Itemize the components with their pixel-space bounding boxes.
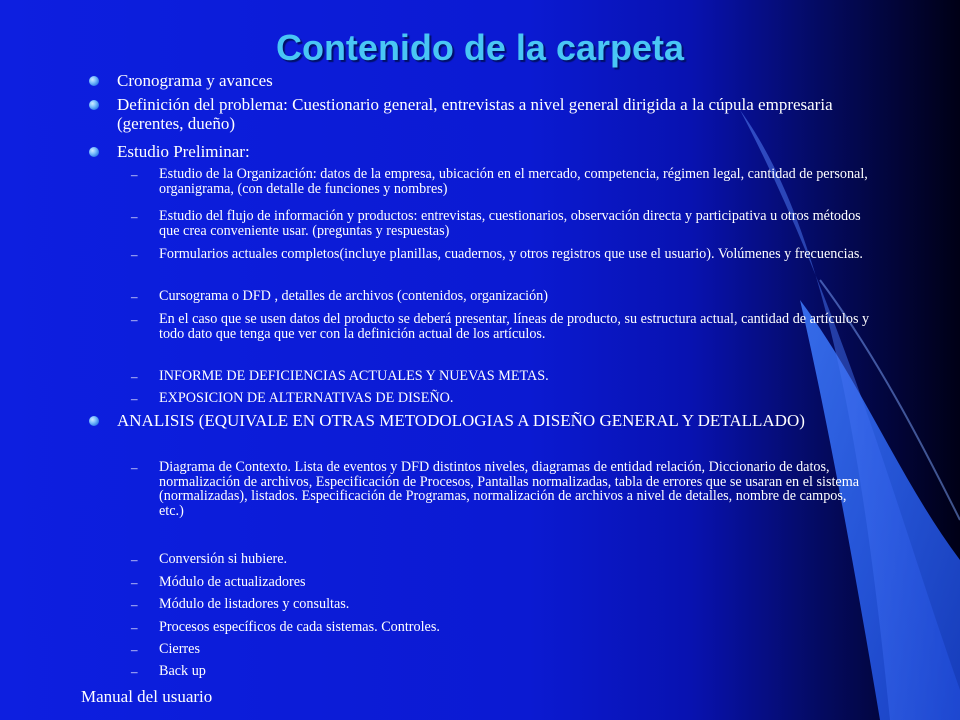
sub-bullet-item: Back up (159, 663, 206, 679)
bullet-dot-icon (89, 416, 99, 426)
sub-bullet-item: Procesos específicos de cada sistemas. Controles. (159, 619, 440, 635)
bullet-item: ANALISIS (EQUIVALE EN OTRAS METODOLOGIAS A DISEÑO GENERAL Y DETALLADO) (117, 411, 805, 430)
dash-icon: – (131, 369, 138, 384)
dash-icon: – (131, 312, 138, 327)
dash-icon: – (131, 167, 138, 182)
sub-bullet-item: Estudio del flujo de información y productos: entrevistas, cuestionarios, observación directa y participativa u otros métodos que crea conveniente usar. (preguntas y respuestas) (159, 208, 861, 239)
sub-bullet-item: Cierres (159, 641, 200, 657)
dash-icon: – (131, 664, 138, 679)
dash-icon: – (131, 642, 138, 657)
trailing-item: Manual del usuario (81, 687, 213, 706)
sub-bullet-item: Diagrama de Contexto. Lista de eventos y DFD distintos niveles, diagramas de entidad relación, Diccionario de datos, normalización de archivos, Especificación de Procesos, Pantallas normalizadas, tabla de errores que se usaran en el sistema (normalizadas), listados. Especificación de Programas, normalización de archivos a nivel de detalles, nombre de campos, etc.) (159, 459, 860, 519)
dash-icon: – (131, 597, 138, 612)
bullet-item: Definición del problema: Cuestionario general, entrevistas a nivel general dirigida a la cúpula empresaria (gerentes, dueño) (117, 95, 833, 133)
dash-icon: – (131, 575, 138, 590)
bullet-item: Cronograma y avances (117, 71, 273, 90)
sub-bullet-item: Cursograma o DFD , detalles de archivos (contenidos, organización) (159, 288, 548, 304)
dash-icon: – (131, 209, 138, 224)
bullet-dot-icon (89, 100, 99, 110)
sub-bullet-item: EXPOSICION DE ALTERNATIVAS DE DISEÑO. (159, 390, 454, 406)
sub-bullet-item: Conversión si hubiere. (159, 551, 288, 567)
dash-icon: – (131, 620, 138, 635)
dash-icon: – (131, 289, 138, 304)
dash-icon: – (131, 552, 138, 567)
sub-bullet-item: Formularios actuales completos(incluye planillas, cuadernos, y otros registros que use el usuario). Volúmenes y frecuencias. (159, 246, 863, 262)
dash-icon: – (131, 391, 138, 406)
bullet-dot-icon (89, 76, 99, 86)
sub-bullet-item: Módulo de listadores y consultas. (159, 596, 350, 612)
bullet-item: Estudio Preliminar: (117, 142, 250, 161)
dash-icon: – (131, 247, 138, 262)
slide-title: Contenido de la carpeta (275, 27, 685, 68)
sub-bullet-item: INFORME DE DEFICIENCIAS ACTUALES Y NUEVAS METAS. (159, 368, 549, 384)
dash-icon: – (131, 460, 138, 475)
sub-bullet-item: Módulo de actualizadores (159, 574, 306, 590)
sub-bullet-item: En el caso que se usen datos del producto se deberá presentar, líneas de producto, su estructura actual, cantidad de artículos y todo dato que tenga que ver con la definición actual de los artículos. (159, 311, 870, 342)
sub-bullet-item: Estudio de la Organización: datos de la empresa, ubicación en el mercado, competencia, régimen legal, cantidad de personal, organigrama, (con detalle de funciones y nombres) (159, 166, 868, 197)
bullet-dot-icon (89, 147, 99, 157)
